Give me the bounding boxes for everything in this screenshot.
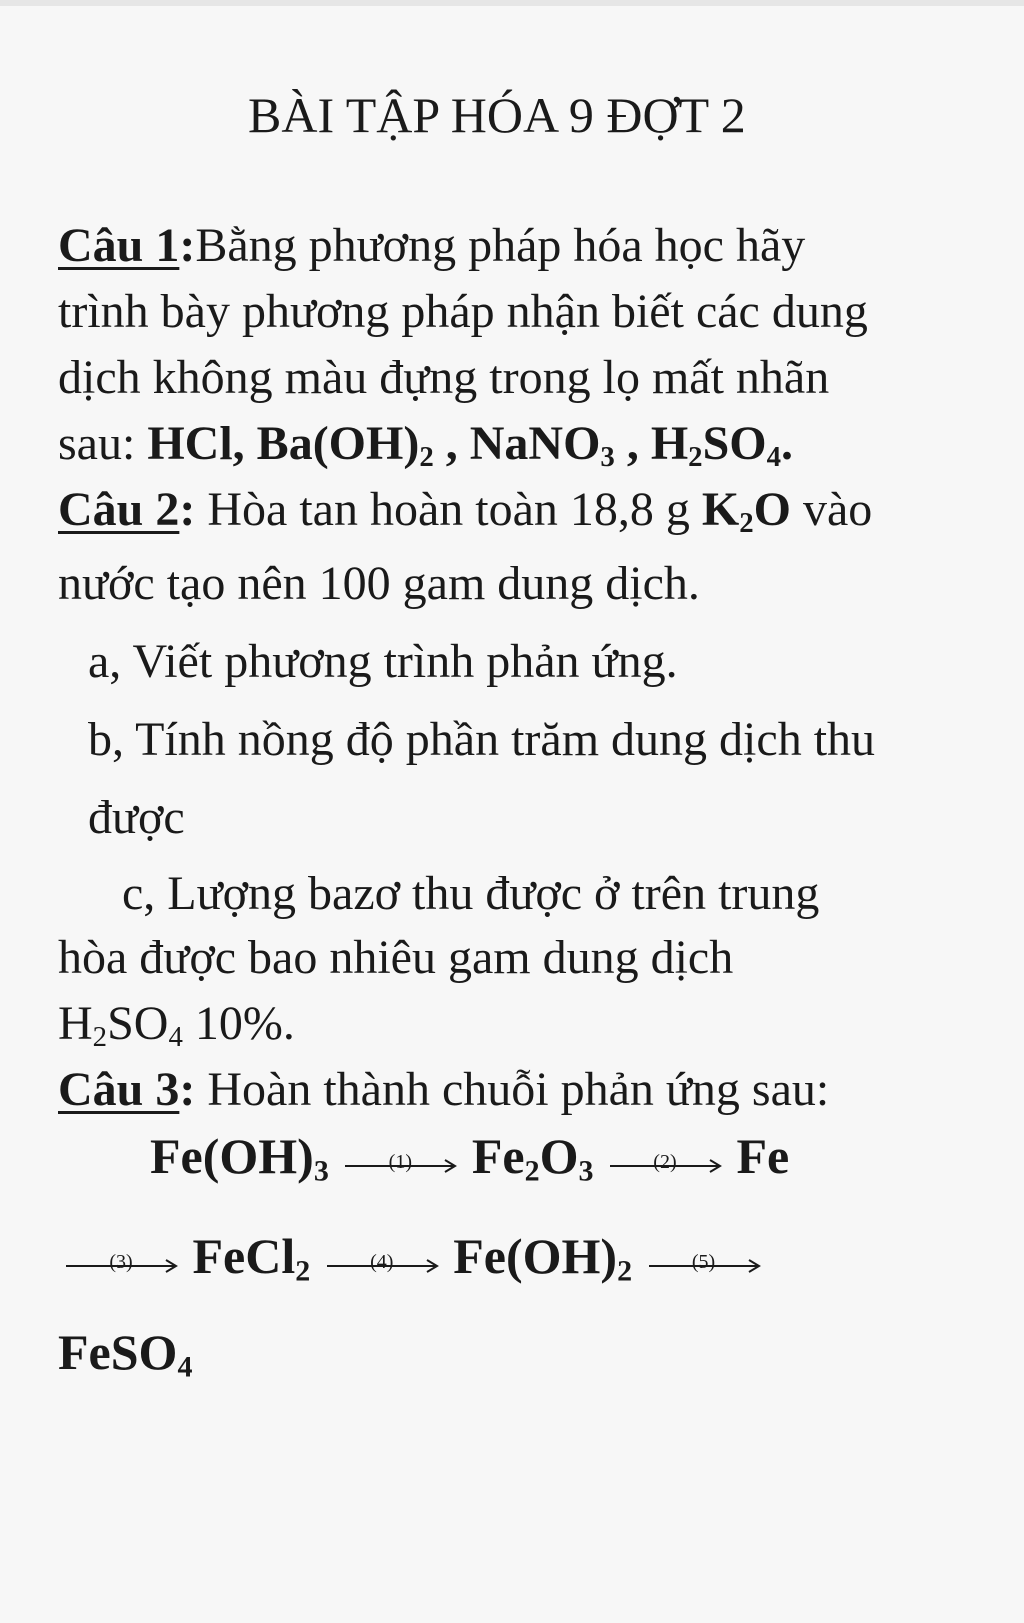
reaction-arrow-4 (323, 1242, 441, 1282)
q1-label: Câu 1 (58, 219, 180, 272)
compound-feoh3: $Fe(OH)_3$ (150, 1128, 329, 1188)
q3-label: Câu 3 (58, 1063, 180, 1116)
q1-end: . (781, 417, 793, 470)
step-label-2: (2) (653, 1150, 677, 1173)
compound-fe2o3: $Fe_2O_3$ (471, 1128, 594, 1188)
q2-line-1 (58, 482, 872, 538)
reaction-arrow-1 (341, 1142, 459, 1182)
q2-part-a: a, Viết phương trình phản ứng. (88, 635, 678, 688)
q1-sep-2: , (433, 417, 470, 470)
compound-nano3: NaNO$_3$ (469, 417, 615, 474)
step-label-5: (5) (691, 1250, 716, 1273)
q2-colon: : (179, 483, 196, 536)
reaction-arrow-5 (645, 1242, 763, 1282)
q3-colon: : (179, 1063, 196, 1116)
q1-sep-3: , (614, 417, 651, 470)
q2-part-c-3: $H_2SO_4$ 10%. (58, 997, 295, 1054)
compound-feoh2: $Fe(OH)_2$ (453, 1228, 633, 1288)
compound-h2so4: $H_2SO_4$ (650, 417, 781, 474)
compound-fecl2: FeCl$_2$ (192, 1228, 311, 1288)
reaction-row-3 (58, 1324, 193, 1384)
q2-line-2: nước tạo nên 100 gam dung dịch. (58, 557, 700, 610)
q1-line-3: dịch không màu đựng trong lọ mất nhãn (58, 351, 830, 404)
compound-baoh2: $Ba(OH)_2$ (256, 417, 434, 474)
q1-line-1 (58, 218, 805, 274)
q1-prefix: sau: (58, 417, 148, 470)
reaction-row-1 (150, 1128, 790, 1188)
compound-feso4: FeSO$_4$ (58, 1324, 193, 1384)
reaction-arrow-2 (606, 1142, 724, 1182)
q3-line-1 (58, 1062, 829, 1118)
q2-text-end: vào (791, 483, 873, 536)
reaction-arrow-3 (62, 1242, 180, 1282)
q2-part-b-2: được (88, 791, 185, 844)
step-label-1: (1) (388, 1150, 412, 1173)
top-bar (0, 0, 1024, 6)
q2-part-c-1: c, Lượng bazơ thu được ở trên trung (122, 867, 820, 920)
q1-line-4 (58, 416, 793, 472)
step-label-3: (3) (109, 1250, 133, 1273)
q2-label: Câu 2 (58, 483, 180, 536)
reaction-row-2 (62, 1228, 763, 1288)
compound-hcl: HCl (147, 417, 233, 470)
q2-part-b-1: b, Tính nồng độ phần trăm dung dịch thu (88, 713, 876, 766)
compound-fe: Fe (736, 1128, 790, 1184)
q1-line-2: trình bày phương pháp nhận biết các dung (58, 285, 868, 338)
compound-k2o: $K_2O$ (701, 483, 791, 540)
q1-text-1: Bằng phương pháp hóa học hãy (195, 219, 806, 272)
q3-text: Hoàn thành chuỗi phản ứng sau: (195, 1063, 830, 1116)
step-label-4: (4) (370, 1250, 394, 1273)
q1-colon: : (179, 219, 196, 272)
q1-sep-1: , (232, 417, 257, 470)
page-title: BÀI TẬP HÓA 9 ĐỢT 2 (248, 87, 746, 143)
q2-part-c-2: hòa được bao nhiêu gam dung dịch (58, 931, 734, 984)
q2-text-1: Hòa tan hoàn toàn 18,8 g (195, 483, 702, 536)
